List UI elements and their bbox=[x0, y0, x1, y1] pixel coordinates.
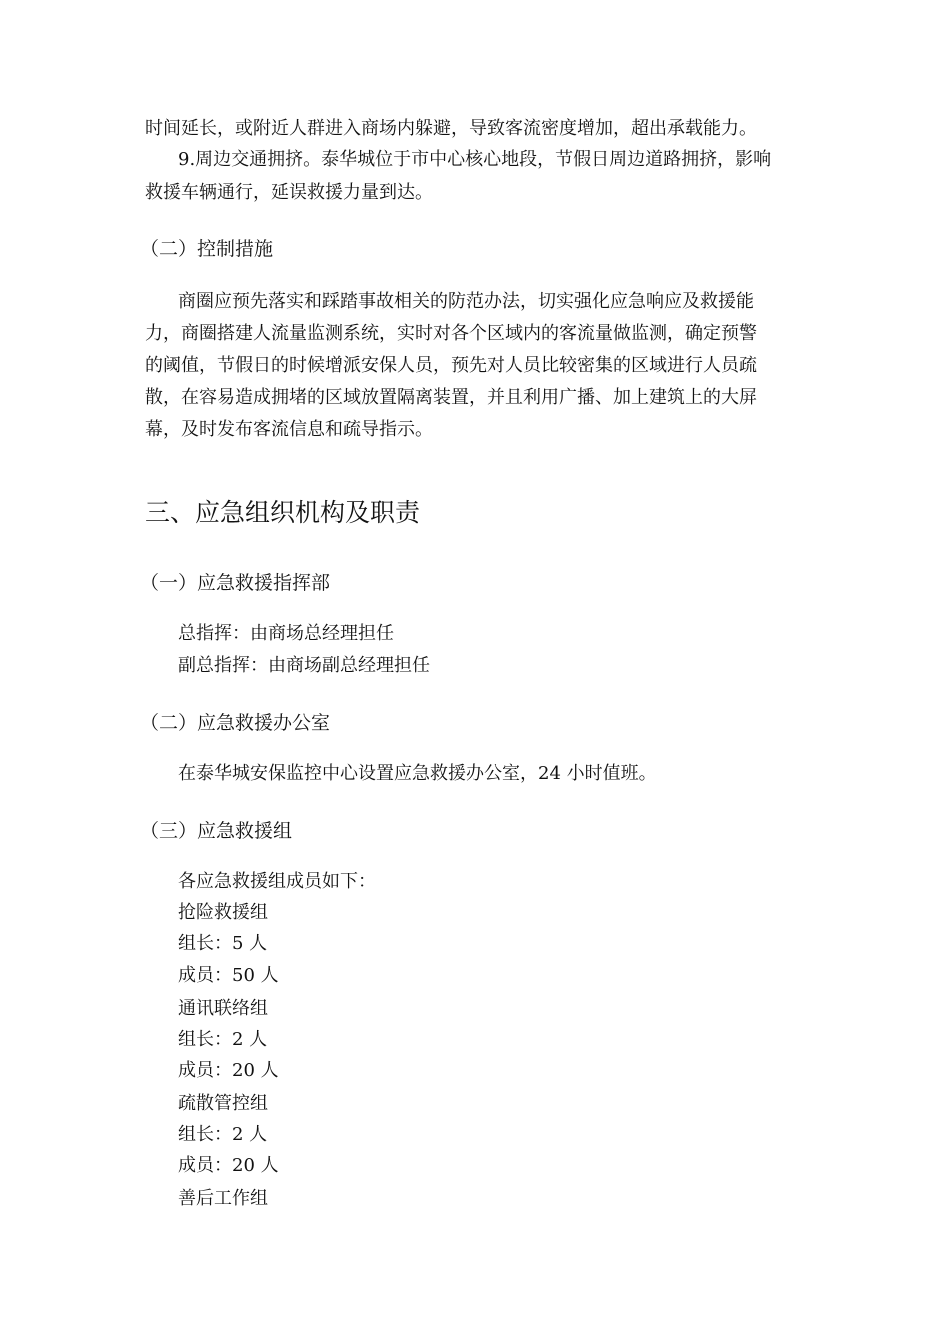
list-item: 善后工作组 bbox=[178, 1188, 268, 1209]
body-text-line: 在泰华城安保监控中心设置应急救援办公室，24 小时值班。 bbox=[178, 763, 657, 784]
list-item: 抢险救援组 bbox=[178, 902, 268, 923]
list-item: 成员：50 人 bbox=[178, 965, 279, 986]
body-text-line: 商圈应预先落实和踩踏事故相关的防范办法，切实强化应急响应及救援能 bbox=[178, 291, 754, 312]
list-item: 组长：2 人 bbox=[178, 1124, 268, 1145]
list-item: 通讯联络组 bbox=[178, 998, 268, 1019]
list-item: 成员：20 人 bbox=[178, 1060, 279, 1081]
list-item: 组长：2 人 bbox=[178, 1029, 268, 1050]
list-item: 组长：5 人 bbox=[178, 933, 268, 954]
list-item: 疏散管控组 bbox=[178, 1093, 268, 1114]
subsection-heading-teams: （三）应急救援组 bbox=[140, 820, 293, 842]
subsection-heading-control-measures: （二）控制措施 bbox=[140, 238, 274, 260]
section-heading-organization: 三、应急组织机构及职责 bbox=[145, 498, 421, 527]
body-text-line: 的阈值，节假日的时候增派安保人员，预先对人员比较密集的区域进行人员疏 bbox=[145, 355, 757, 376]
list-item: 成员：20 人 bbox=[178, 1155, 279, 1176]
subsection-heading-office: （二）应急救援办公室 bbox=[140, 712, 331, 734]
body-text-line: 力，商圈搭建人流量监测系统，实时对各个区域内的客流量做监测，确定预警 bbox=[145, 323, 757, 344]
list-item: 各应急救援组成员如下： bbox=[178, 871, 376, 892]
body-text-line: 时间延长，或附近人群进入商场内躲避，导致客流密度增加，超出承载能力。 bbox=[145, 118, 757, 139]
body-text-line: 副总指挥：由商场副总经理担任 bbox=[178, 655, 430, 676]
body-text-line: 散，在容易造成拥堵的区域放置隔离装置，并且利用广播、加上建筑上的大屏 bbox=[145, 387, 757, 408]
body-text-line: 总指挥：由商场总经理担任 bbox=[178, 623, 394, 644]
subsection-heading-command: （一）应急救援指挥部 bbox=[140, 572, 331, 594]
body-text-line-item9: 9.周边交通拥挤。泰华城位于市中心核心地段，节假日周边道路拥挤，影响 bbox=[178, 149, 772, 170]
body-text-line: 救援车辆通行，延误救援力量到达。 bbox=[145, 182, 433, 203]
body-text-line: 幕，及时发布客流信息和疏导指示。 bbox=[145, 419, 433, 440]
